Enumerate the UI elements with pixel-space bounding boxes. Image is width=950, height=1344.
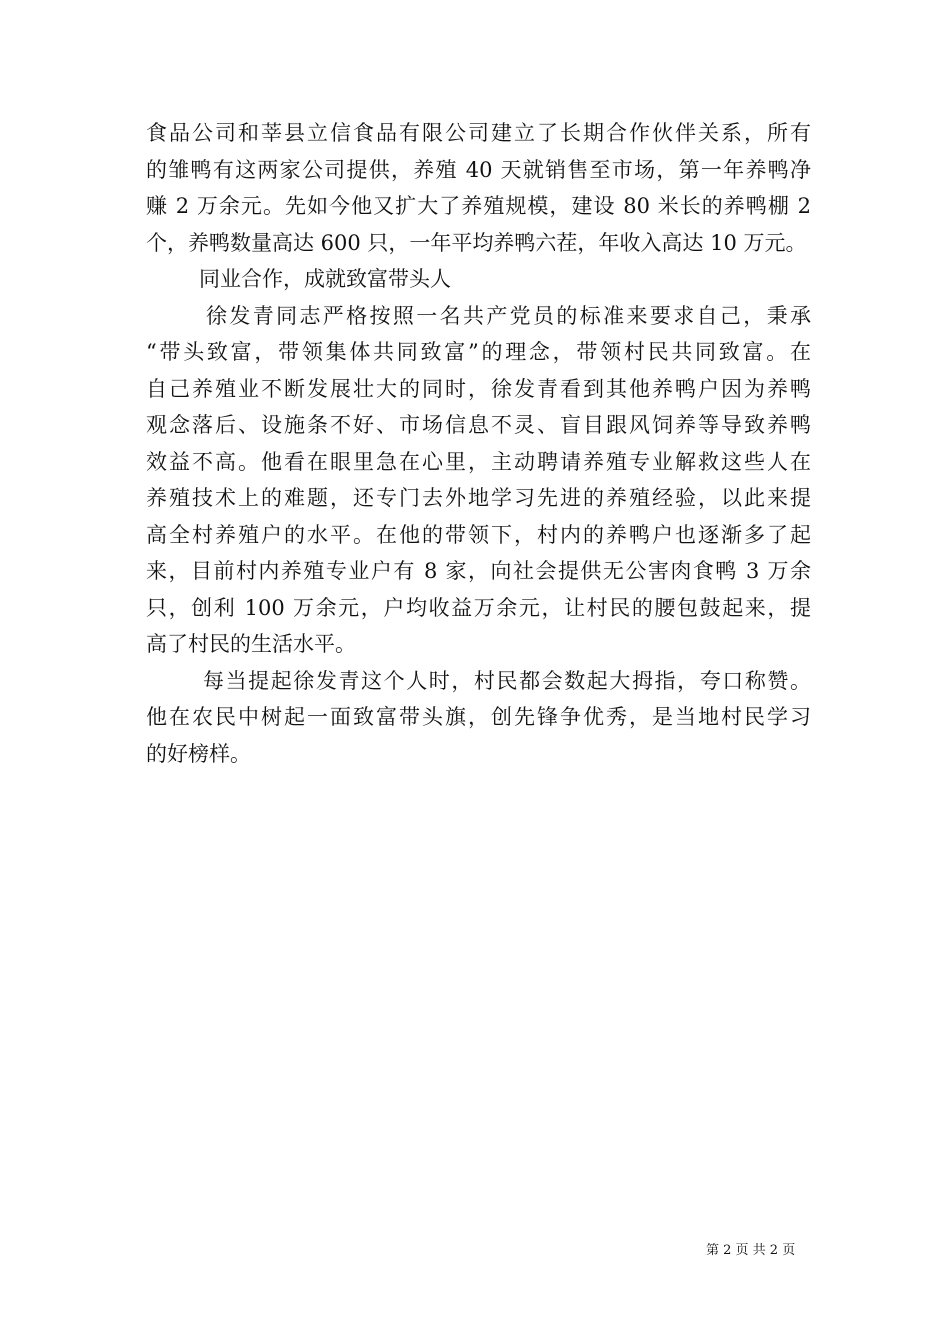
- text-line: 他在农民中树起一面致富带头旗，创先锋争优秀，是当地村民学习: [146, 705, 811, 729]
- text-line: 个，养鸭数量高达 600 只，一年平均养鸭六茬，年收入高达 10 万元。: [146, 230, 807, 255]
- text-line: 的雏鸭有这两家公司提供，养殖 40 天就销售至市场，第一年养鸭净: [146, 157, 811, 182]
- section-heading: 同业合作，成就致富带头人: [199, 267, 451, 291]
- text-line: 高了村民的生活水平。: [146, 632, 356, 656]
- text-line: 的好榜样。: [146, 741, 251, 766]
- paragraph-1: [146, 115, 811, 261]
- paragraph-2: [146, 298, 811, 663]
- text-line: 养殖技术上的难题，还专门去外地学习先进的养殖经验，以此来提: [146, 486, 811, 510]
- text-line: 自己养殖业不断发展壮大的同时，徐发青看到其他养鸭户因为养鸭: [146, 376, 811, 401]
- document-body: [146, 115, 811, 772]
- text-line: 观念落后、设施条不好、市场信息不灵、盲目跟风饲养等导致养鸭: [146, 413, 811, 437]
- page-number-footer: 第 2 页 共 2 页: [706, 1243, 796, 1258]
- text-line: 效益不高。他看在眼里急在心里，主动聘请养殖专业解救这些人在: [146, 449, 811, 474]
- text-line: 食品公司和莘县立信食品有限公司建立了长期合作伙伴关系，所有: [146, 121, 811, 145]
- text-line: “带头致富，带领集体共同致富”的理念，带领村民共同致富。在: [146, 340, 811, 364]
- text-line: 只，创利 100 万余元，户均收益万余元，让村民的腰包鼓起来，提: [146, 595, 811, 620]
- paragraph-3: [146, 663, 811, 773]
- text-line: 徐发青同志严格按照一名共产党员的标准来要求自己，秉承: [206, 303, 811, 328]
- text-line: 高全村养殖户的水平。在他的带领下，村内的养鸭户也逐渐多了起: [146, 522, 811, 547]
- text-line: 来，目前村内养殖专业户有 8 家，向社会提供无公害肉食鸭 3 万余: [146, 559, 811, 583]
- text-line: 每当提起徐发青这个人时，村民都会数起大拇指，夸口称赞。: [203, 668, 811, 693]
- text-line: 赚 2 万余元。先如今他又扩大了养殖规模，建设 80 米长的养鸭棚 2: [146, 194, 811, 218]
